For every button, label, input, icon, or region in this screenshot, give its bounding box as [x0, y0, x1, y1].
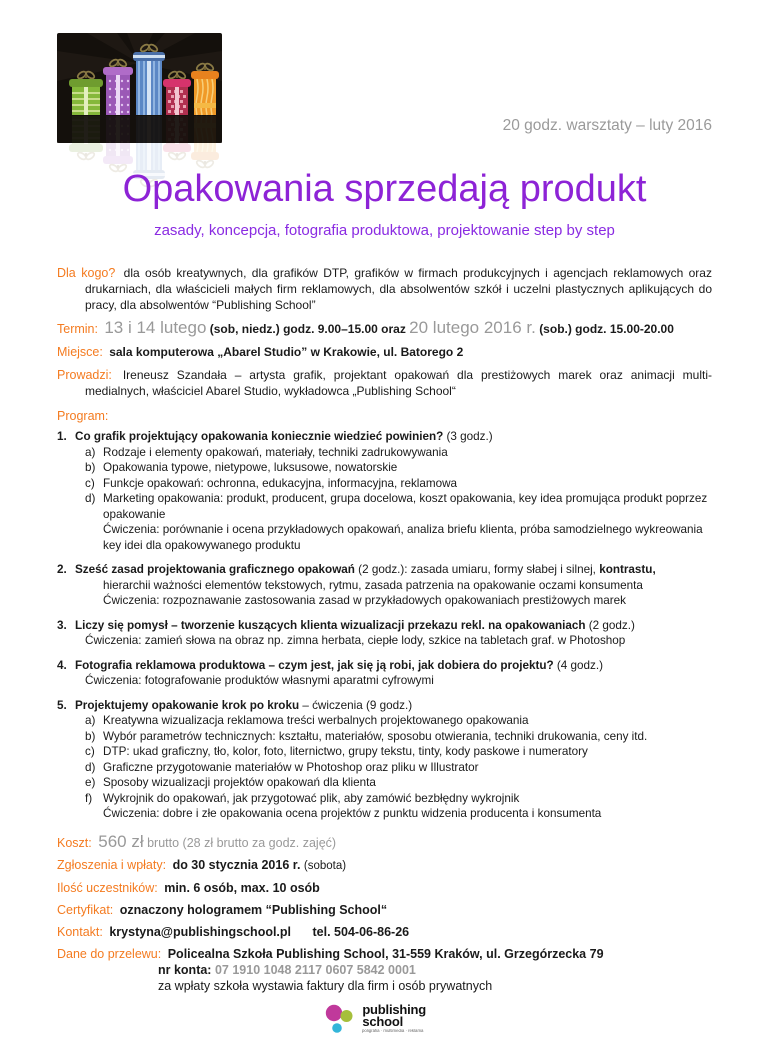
- registration-deadline: do 30 stycznia 2016 r.: [172, 857, 301, 872]
- transfer-line-2: [158, 962, 712, 978]
- date-first: 13 i 14 lutego: [104, 317, 207, 337]
- registration-note: (sobota): [303, 859, 347, 872]
- place-line: [57, 344, 712, 360]
- contact-phone: tel. 504-06-86-26: [312, 924, 410, 939]
- header: [57, 33, 712, 143]
- account-label: nr konta:: [158, 962, 212, 977]
- program-subitem: [85, 729, 712, 745]
- cost-line: [57, 831, 712, 851]
- item-number: 4.: [57, 658, 67, 672]
- subitem-letter: b): [85, 461, 96, 475]
- date-line: [57, 317, 712, 337]
- program-label: Program:: [57, 408, 109, 423]
- participants-label: Ilość uczestników:: [57, 880, 158, 895]
- gift-boxes-image: [57, 33, 222, 143]
- program-subitem: [85, 791, 712, 807]
- cost-detail: brutto (28 zł brutto za godz. zajęć): [147, 835, 337, 850]
- item-exercises: Ćwiczenia: rozpoznawanie zastosowania zasad w przykładowych opakowaniach prestiżowych marek: [103, 594, 626, 608]
- place-text: sala komputerowa „Abarel Studio” w Krakowie, ul. Batorego 2: [109, 344, 464, 359]
- cost-label: Koszt:: [57, 835, 92, 850]
- page-title: Opakowania sprzedają produkt: [122, 168, 647, 210]
- subitem-text: Rodzaje i elementy opakowań, materiały, techniki zadrukowywania: [103, 445, 448, 459]
- item-continuation: hierarchii ważności elementów tekstowych, rytmu, zasada patrzenia na opakowanie oczami konsumenta: [103, 578, 643, 592]
- subitem-text: Sposoby wizualizacji projektów opakowań dla klienta: [103, 776, 376, 790]
- program-subitem: [85, 476, 712, 492]
- item-title: Liczy się pomysł – tworzenie kuszących klienta wizualizacji przekazu rekl. na opakowaniach: [75, 618, 586, 632]
- item-exercises: Ćwiczenia: zamień słowa na obraz np. zimna herbata, ciepłe lody, szkice na tabletach graf. w Photoshop: [85, 634, 626, 648]
- item-number: 2.: [57, 563, 67, 577]
- registration-line: [57, 857, 712, 874]
- instructor-text: Ireneusz Szandała – artysta grafik, projektant opakowań dla prestiżowych marek oraz animacji multi-medialnych, właściciel Abarel Studio, wykładowca „Publishing School“: [85, 367, 712, 398]
- contact-label: Kontakt:: [57, 924, 103, 939]
- transfer-block: [57, 946, 712, 994]
- place-label: Miejsce:: [57, 344, 103, 359]
- program-item-4: [57, 658, 712, 689]
- certificate-line: [57, 902, 712, 918]
- subitem-letter: a): [85, 445, 96, 459]
- subitem-text: Marketing opakowania: produkt, producent, grupa docelowa, koszt opakowania, key idea promująca produkt poprzez opakowanie: [103, 492, 708, 521]
- details-section: [57, 831, 712, 994]
- instructor-line: [57, 367, 712, 399]
- certificate-value: oznaczony hologramem “Publishing School“: [119, 902, 388, 917]
- subitem-letter: f): [85, 791, 93, 805]
- item-number: 5.: [57, 698, 67, 712]
- participants-line: [57, 880, 712, 896]
- certificate-label: Certyfikat:: [57, 902, 114, 917]
- program-subitem: [85, 460, 712, 476]
- program-item-2: [57, 562, 712, 609]
- program-item-1: [57, 429, 712, 553]
- subitem-text: Funkcje opakowań: ochronna, edukacyjna, informacyjna, reklamowa: [103, 476, 458, 490]
- logo-name-line1: publishing: [362, 1002, 427, 1018]
- item-duration: (3 godz.): [443, 430, 493, 444]
- item-text-bold: kontrastu,: [599, 563, 656, 577]
- logo-text: [362, 1004, 447, 1035]
- date-second-detail: (sob.) godz. 15.00-20.00: [539, 321, 674, 336]
- program-item-3: [57, 618, 712, 649]
- audience-label: Dla kogo?: [57, 265, 116, 280]
- transfer-label: Dane do przelewu:: [57, 946, 162, 961]
- item-number: 1.: [57, 430, 67, 444]
- item-title: Sześć zasad projektowania graficznego opakowań: [75, 563, 355, 577]
- transfer-line-1: [57, 946, 712, 962]
- logo-name-line2: school: [362, 1014, 404, 1030]
- subitem-letter: d): [85, 760, 96, 774]
- item-exercises: Ćwiczenia: dobre i złe opakowania ocena projektów z punktu widzenia producenta i konsumenta: [103, 807, 602, 821]
- contact-email: krystyna@publishingschool.pl: [109, 924, 292, 939]
- date-second: 20 lutego 2016 r.: [409, 317, 536, 337]
- program-subitem: [85, 744, 712, 760]
- item-number: 3.: [57, 618, 67, 632]
- date-first-detail: (sob, niedz.) godz. 9.00–15.00 oraz: [209, 321, 406, 336]
- transfer-school-address: Policealna Szkoła Publishing School, 31-559 Kraków, ul. Grzegórzecka 79: [167, 946, 604, 961]
- subitem-text: Wykrojnik do opakowań, jak przygotować plik, aby zamówić bezbłędny wykrojnik: [103, 791, 520, 805]
- program-item-5: [57, 698, 712, 822]
- program-subitem: [85, 713, 712, 729]
- subitem-text: Graficzne przygotowanie materiałów w Photoshop oraz pliku w Illustrator: [103, 760, 479, 774]
- logo-circles-icon: [321, 1002, 355, 1038]
- item-title: Co grafik projektujący opakowania koniecznie wiedzieć powinien?: [75, 430, 444, 444]
- program-section: [57, 409, 712, 822]
- transfer-line-3: za wpłaty szkoła wystawia faktury dla firm i osób prywatnych: [158, 978, 493, 993]
- cost-amount: 560 zł: [98, 831, 144, 851]
- item-title: Fotografia reklamowa produktowa – czym jest, jak się ją robi, jak dobiera do projektu?: [75, 658, 554, 672]
- subitem-letter: c): [85, 745, 95, 759]
- workshop-duration-text: 20 godz. warsztaty – luty 2016: [502, 117, 712, 134]
- subitem-text: Opakowania typowe, nietypowe, luksusowe, nowatorskie: [103, 461, 398, 475]
- page-subtitle: zasady, koncepcja, fotografia produktowa, projektowanie step by step: [154, 221, 615, 239]
- date-label: Termin:: [57, 321, 98, 336]
- item-text: (2 godz.): zasada umiaru, formy słabej i silnej,: [354, 563, 600, 577]
- contact-line: [57, 924, 712, 940]
- subitem-letter: c): [85, 476, 95, 490]
- item-duration: (4 godz.): [553, 658, 604, 672]
- account-number: 07 1910 1048 2117 0607 5842 0001: [214, 962, 416, 977]
- item-exercises: Ćwiczenia: porównanie i ocena przykładowych opakowań, analiza briefu klienta, próba samodzielnego wykreowania key idei dla opakowywanego produktu: [103, 523, 703, 552]
- logo-tagline: poligrafia · multimedia · reklama: [362, 1029, 424, 1034]
- audience-text: dla osób kreatywnych, dla grafików DTP, grafików w firmach produkcyjnych i agencjach reklamowych oraz drukarniach, dla właścicieli małych firm reklamowych, dla absolwentów szkół i uczelni plastycznych aplikujących do pracy, dla absolwentów “Publishing School”: [85, 265, 712, 312]
- program-subitem: [85, 491, 712, 522]
- subitem-text: Kreatywna wizualizacja reklamowa treści werbalnych projektowanego opakowania: [103, 714, 529, 728]
- participants-value: min. 6 osób, max. 10 osób: [164, 880, 320, 895]
- item-duration: – ćwiczenia (9 godz.): [299, 698, 413, 712]
- program-subitem: [85, 760, 712, 776]
- publishing-school-logo: [57, 1002, 712, 1038]
- gift-boxes-illustration: [57, 33, 222, 143]
- instructor-label: Prowadzi:: [57, 367, 112, 382]
- audience-line: [57, 265, 712, 313]
- subitem-letter: e): [85, 776, 96, 790]
- item-title: Projektujemy opakowanie krok po kroku: [75, 698, 300, 712]
- registration-label: Zgłoszenia i wpłaty:: [57, 857, 167, 872]
- info-section: [57, 265, 712, 399]
- subitem-letter: b): [85, 729, 96, 743]
- subitem-text: Wybór parametrów technicznych: kształtu, materiałów, sposobu otwierania, techniki drukowania, ceny itd.: [103, 729, 648, 743]
- item-exercises: Ćwiczenia: fotografowanie produktów własnymi aparatmi cyfrowymi: [85, 674, 434, 688]
- subitem-letter: a): [85, 714, 96, 728]
- subitem-text: DTP: ukad graficzny, tło, kolor, foto, liternictwo, grupy tekstu, tinty, kody paskowe i numeratory: [103, 745, 588, 759]
- program-subitem: [85, 775, 712, 791]
- subitem-letter: d): [85, 492, 96, 506]
- item-duration: (2 godz.): [585, 618, 635, 632]
- program-subitem: [85, 445, 712, 461]
